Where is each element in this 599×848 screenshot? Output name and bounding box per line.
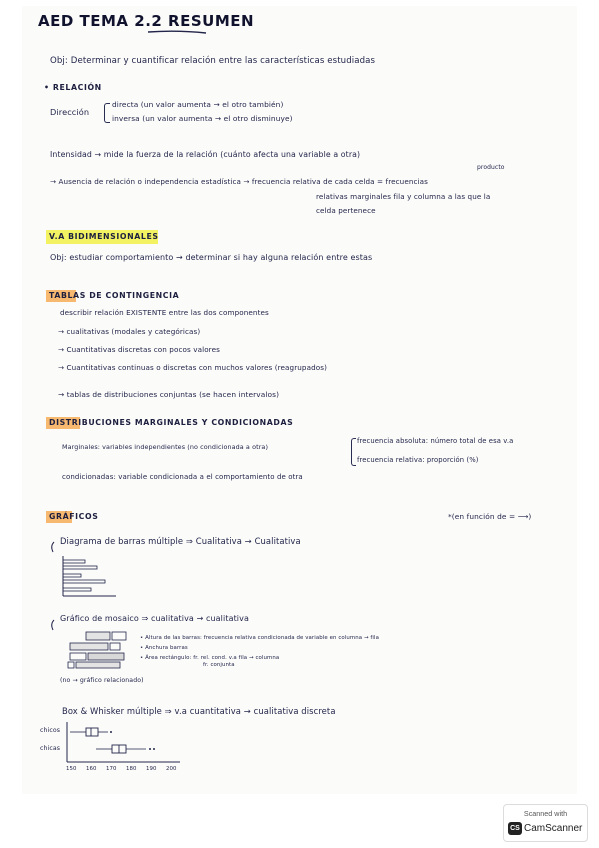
freq-relativa: frecuencia relativa: proporción (%) [357, 456, 479, 464]
ausencia-line-2: relativas marginales fila y columna a las que la [316, 192, 491, 201]
tablas-line-1: describir relación EXISTENTE entre las dos componentes [60, 308, 269, 317]
bidim-heading: V.A BIDIMENSIONALES [49, 232, 159, 241]
mosaico-note-1: • Altura de las barras: frecuencia relativa condicionada de variable en columna → fila [140, 635, 380, 641]
freq-brace [351, 438, 356, 466]
tablas-line-5: → tablas de distribuciones conjuntas (se hacen intervalos) [58, 390, 280, 399]
notebook-page [22, 6, 577, 794]
tablas-line-2: → cualitativas (modales y categóricas) [58, 327, 201, 336]
mosaico-footer: (no → gráfico relacionado) [60, 677, 144, 684]
mosaico-text: Gráfico de mosaico ⇒ cualitativa → cualitativa [60, 614, 249, 623]
box-tick-160: 160 [86, 766, 97, 772]
box-tick-200: 200 [166, 766, 177, 772]
tablas-line-3: → Cuantitativas discretas con pocos valores [58, 345, 220, 354]
boxwhisker-text: Box & Whisker múltiple ⇒ v.a cuantitativa → cualitativa discreta [62, 706, 336, 716]
distrib-heading: DISTRIBUCIONES MARGINALES Y CONDICIONADAS [49, 418, 294, 427]
title-underline [148, 30, 208, 34]
condicionadas-text: condicionadas: variable condicionada a el comportamiento de otra [62, 473, 303, 481]
direccion-directa: directa (un valor aumenta → el otro también) [112, 100, 284, 109]
direccion-brace [104, 103, 110, 123]
watermark-scanned-text: Scanned with [523, 809, 568, 818]
freq-absoluta: frecuencia absoluta: número total de esa v.a [357, 437, 514, 445]
box-tick-150: 150 [66, 766, 77, 772]
producto-note: producto [477, 164, 505, 171]
mosaico-note-3: • Área rectángulo: fr. rel. cond. v.a fila → columna [140, 655, 280, 661]
graficos-heading: GRÁFICOS [49, 512, 99, 521]
intensidad-text: Intensidad → mide la fuerza de la relación (cuánto afecta una variable a otra) [50, 150, 361, 159]
ausencia-line-1: → Ausencia de relación o independencia estadística → frecuencia relativa de cada celda = frecuencias [50, 177, 428, 186]
graficos-note: *(en función de = ⟶) [448, 512, 532, 521]
marginales-text: Marginales: variables independientes (no condicionada a otra) [62, 443, 269, 451]
tablas-line-4: → Cuantitativas continuas o discretas con muchos valores (reagrupados) [58, 363, 328, 372]
direccion-label: Dirección [50, 107, 90, 117]
bar-chart-sketch [50, 540, 120, 600]
mosaico-note-4: fr. conjunta [203, 662, 235, 668]
tablas-heading: TABLAS DE CONTINGENCIA [49, 291, 180, 300]
objective-text: Obj: Determinar y cuantificar relación entre las características estudiadas [50, 56, 376, 66]
box-tick-180: 180 [126, 766, 137, 772]
mosaico-note-2: • Anchura barras [140, 645, 188, 651]
box-whisker-sketch [64, 720, 184, 768]
watermark-app-name: CamScanner [524, 823, 583, 834]
box-tick-170: 170 [106, 766, 117, 772]
camscanner-watermark [503, 804, 588, 842]
page-title: AED TEMA 2.2 RESUMEN [38, 12, 255, 30]
box-label-chicos: chicos [40, 727, 61, 734]
mosaic-chart-sketch [50, 618, 130, 670]
box-tick-190: 190 [146, 766, 157, 772]
direccion-inversa: inversa (un valor aumenta → el otro disminuye) [112, 114, 293, 123]
camscanner-logo-icon: CS [508, 822, 522, 835]
ausencia-line-3: celda pertenece [316, 206, 376, 215]
bidim-objective: Obj: estudiar comportamiento → determinar si hay alguna relación entre estas [50, 253, 373, 262]
box-label-chicas: chicas [40, 745, 61, 752]
barras-text: Diagrama de barras múltiple ⇒ Cualitativa → Cualitativa [60, 536, 301, 546]
relacion-heading: • RELACIÓN [44, 83, 102, 92]
